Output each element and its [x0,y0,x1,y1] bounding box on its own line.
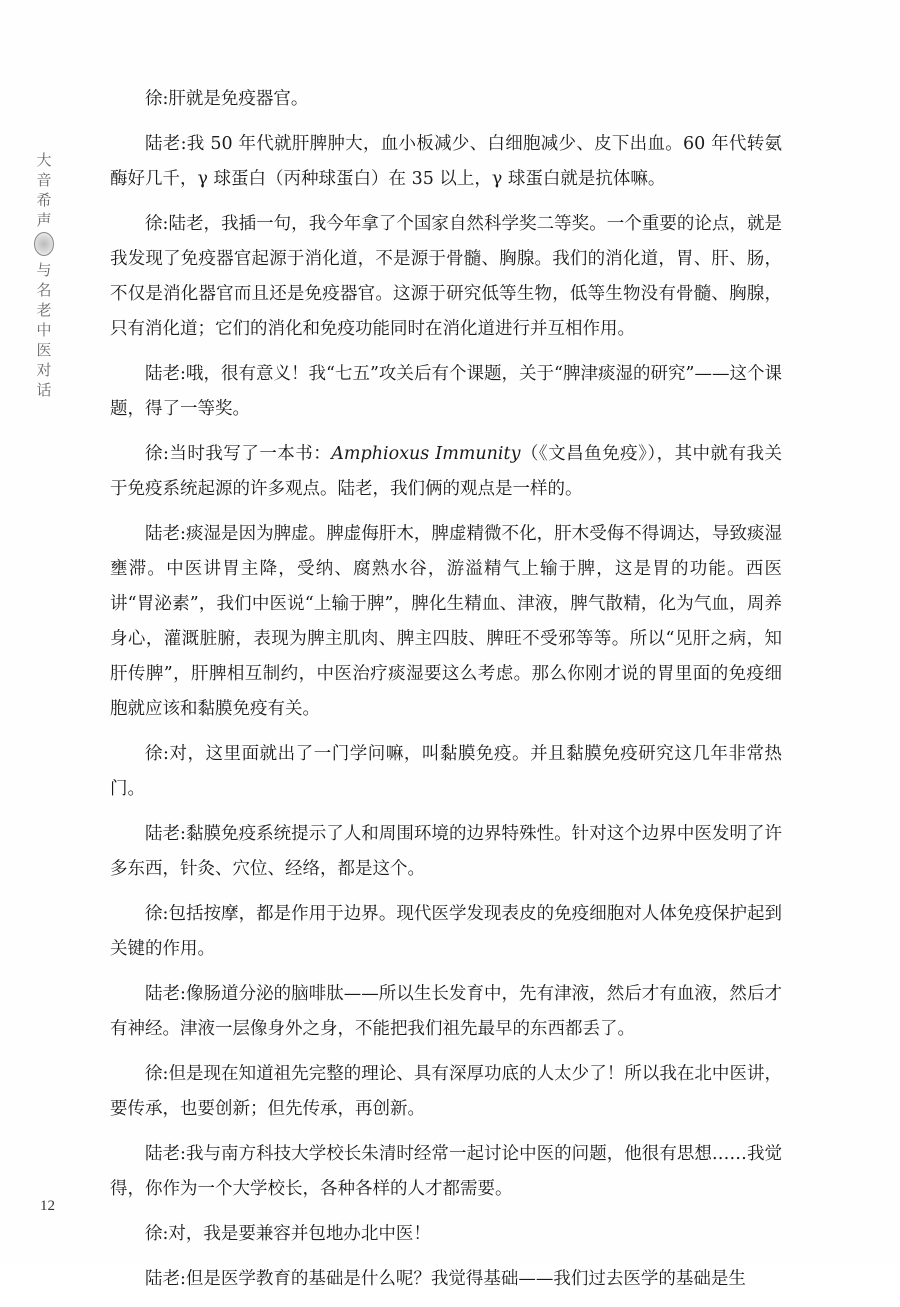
dialogue-paragraph [110,977,782,1047]
header-char: 与 [36,261,52,279]
paragraph-text: 哦，很有意义！我“七五”攻关后有个课题，关于“脾津痰湿的研究”——这个课题，得了一等奖。 [110,364,782,419]
dialogue-paragraph [110,82,782,117]
dialogue-body [110,82,782,1307]
dialogue-paragraph [110,127,782,197]
paragraph-text: 当时我写了一本书： [168,444,332,464]
speaker-label: 陆老: [145,984,186,1004]
dialogue-paragraph [110,437,782,507]
speaker-label: 陆老: [145,524,186,544]
dialogue-paragraph [110,1137,782,1207]
paragraph-text: 陆老，我插一句，我今年拿了个国家自然科学奖二等奖。一个重要的论点，就是我发现了免疫器官起源于消化道，不是源于骨髓、胸腺。我们的消化道，胃、肝、肠，不仅是消化器官而且还是免疫器官。这源于研究低等生物，低等生物没有骨髓、胸腺，只有消化道；它们的消化和免疫功能同时在消化道进行并互相作用。 [110,214,782,339]
header-char: 音 [36,171,52,189]
speaker-label: 陆老: [145,824,186,844]
paragraph-text: 包括按摩，都是作用于边界。现代医学发现表皮的免疫细胞对人体免疫保护起到关键的作用。 [110,904,782,959]
page-number: 12 [40,1198,55,1214]
paragraph-text: 痰湿是因为脾虚。脾虚侮肝木，脾虚精微不化，肝木受侮不得调达，导致痰湿壅滞。中医讲胃主降，受纳、腐熟水谷，游溢精气上输于脾，这是胃的功能。西医讲“胃泌素”，我们中医说“上输于脾”，脾化生精血、津液，脾气散精，化为气血，周养身心，灌溉脏腑，表现为脾主肌肉、脾主四肢、脾旺不受邪等等。所以“见肝之病，知肝传脾”，肝脾相互制约，中医治疗痰湿要这么考虑。那么你刚才说的胃里面的免疫细胞就应该和黏膜免疫有关。 [110,524,782,719]
speaker-label: 徐: [145,904,169,924]
dialogue-paragraph [110,1262,782,1297]
running-header-vertical [24,150,64,400]
dialogue-paragraph [110,817,782,887]
speaker-label: 徐: [145,1064,169,1084]
paragraph-text: （《文昌鱼免疫》），其中就有我关于免疫系统起源的许多观点。陆老，我们俩的观点是一样的。 [110,444,783,499]
paragraph-text: 黏膜免疫系统提示了人和周围环境的边界特殊性。针对这个边界中医发明了许多东西，针灸、穴位、经络，都是这个。 [110,824,782,879]
dialogue-paragraph [110,1057,782,1127]
speaker-label: 徐: [145,89,169,109]
header-char: 中 [36,321,52,339]
speaker-label: 徐: [145,744,169,764]
dialogue-paragraph [110,1217,782,1252]
book-title-italic: Amphioxus Immunity [331,444,521,464]
header-char: 大 [36,151,52,169]
speaker-label: 陆老: [145,1144,186,1164]
paragraph-text: 肝就是免疫器官。 [168,89,309,109]
paragraph-text: 我与南方科技大学校长朱清时经常一起讨论中医的问题，他很有思想……我觉得，你作为一个大学校长，各种各样的人才都需要。 [110,1144,782,1199]
dialogue-paragraph [110,737,782,807]
speaker-label: 徐: [145,1224,169,1244]
paragraph-text: 对，这里面就出了一门学问嘛，叫黏膜免疫。并且黏膜免疫研究这几年非常热门。 [110,744,782,799]
paragraph-text: 像肠道分泌的脑啡肽——所以生长发育中，先有津液，然后才有血液，然后才有神经。津液一层像身外之身，不能把我们祖先最早的东西都丢了。 [110,984,782,1039]
header-char: 名 [36,281,52,299]
dialogue-paragraph [110,207,782,347]
header-char: 医 [36,341,52,359]
header-char: 话 [36,381,52,399]
header-char: 希 [36,191,52,209]
dialogue-paragraph [110,517,782,727]
dialogue-paragraph [110,357,782,427]
dialogue-paragraph [110,897,782,967]
speaker-label: 陆老: [145,364,186,384]
header-char: 老 [36,301,52,319]
speaker-label: 陆老: [145,134,187,154]
paragraph-text: 但是医学教育的基础是什么呢？我觉得基础——我们过去医学的基础是生 [185,1269,746,1289]
header-char: 对 [36,361,52,379]
paragraph-text: 我 50 年代就肝脾肿大，血小板减少、白细胞减少、皮下出血。60 年代转氨酶好几千，γ 球蛋白（丙种球蛋白）在 35 以上，γ 球蛋白就是抗体嘛。 [110,134,782,189]
speaker-label: 徐: [145,444,169,464]
speaker-label: 陆老: [145,1269,186,1289]
paragraph-text: 对，我是要兼容并包地办北中医！ [168,1224,431,1244]
header-char: 声 [36,211,52,229]
seal-icon [34,232,54,256]
paragraph-text: 但是现在知道祖先完整的理论、具有深厚功底的人太少了！所以我在北中医讲，要传承，也要创新；但先传承，再创新。 [110,1064,782,1119]
speaker-label: 徐: [145,214,169,234]
